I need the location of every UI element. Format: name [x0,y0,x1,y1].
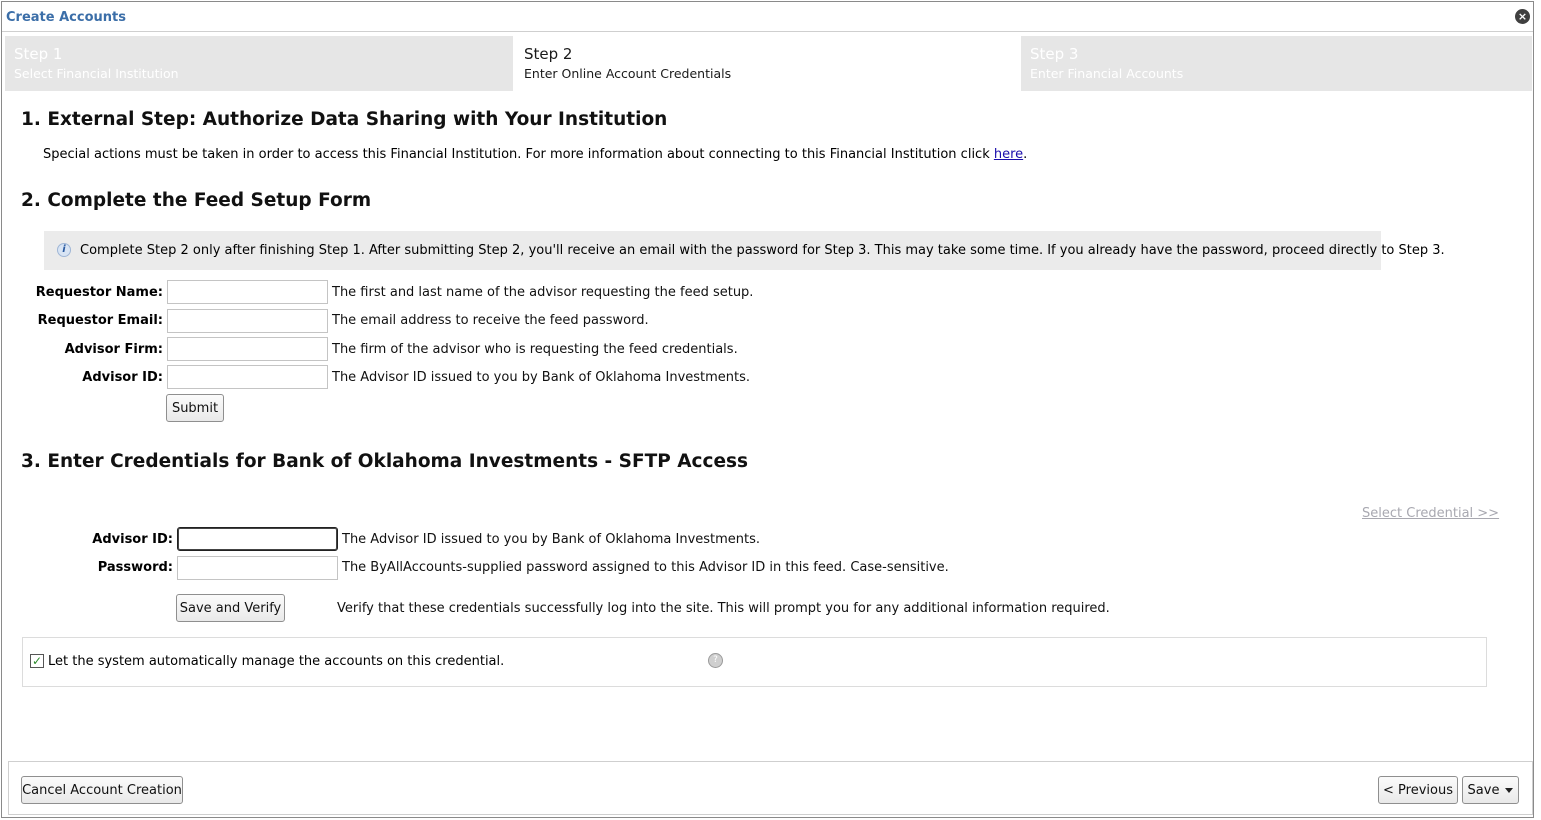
info-icon: i [57,243,71,257]
submit-button[interactable]: Submit [166,394,224,422]
auto-manage-label[interactable]: Let the system automatically manage the accounts on this credential. [48,654,505,669]
credential-advisor-id-hint: The Advisor ID issued to you by Bank of Oklahoma Investments. [342,532,761,547]
password-input[interactable] [177,556,338,580]
step-number: Step 1 [14,45,63,63]
credential-advisor-id-input[interactable] [177,527,338,551]
section-3-heading: 3. Enter Credentials for Bank of Oklahoma Investments - SFTP Access [21,451,749,472]
tab-step-1[interactable] [5,36,513,91]
requestor-email-input[interactable] [167,309,328,333]
tab-step-3[interactable] [1021,36,1532,91]
close-icon[interactable]: × [1515,9,1530,24]
section-1-heading: 1. External Step: Authorize Data Sharing with Your Institution [21,109,668,130]
requestor-email-hint: The email address to receive the feed password. [332,313,649,328]
save-and-verify-hint: Verify that these credentials successfully log into the site. This will prompt you for any additional information required. [337,601,1110,616]
info-notice-text: Complete Step 2 only after finishing Step 1. After submitting Step 2, you'll receive an email with the password for Step 3. This may take some time. If you already have the password, proceed directly to Step 3. [80,243,1445,258]
advisor-firm-label: Advisor Firm: [64,342,163,357]
advisor-firm-input[interactable] [167,337,328,361]
requestor-name-label: Requestor Name: [35,285,163,300]
previous-button[interactable]: < Previous [1378,776,1458,804]
save-button-label: Save [1467,782,1500,798]
advisor-firm-hint: The firm of the advisor who is requesting the feed credentials. [332,342,738,357]
advisor-id-label: Advisor ID: [82,370,163,385]
info-notice [44,231,1445,270]
dialog-footer [8,761,1533,815]
advisor-id-hint: The Advisor ID issued to you by Bank of Oklahoma Investments. [332,370,751,385]
password-hint: The ByAllAccounts-supplied password assigned to this Advisor ID in this feed. Case-sensitive. [342,560,949,575]
cancel-account-creation-button[interactable]: Cancel Account Creation [21,776,183,804]
step-label: Select Financial Institution [14,66,179,81]
dialog-titlebar [2,2,1533,32]
create-accounts-dialog [1,1,1534,818]
auto-manage-box [22,637,1487,687]
advisor-id-input[interactable] [167,365,328,389]
credential-advisor-id-label: Advisor ID: [92,532,173,547]
save-dropdown-button[interactable] [1462,776,1519,804]
wizard-steps [5,36,1532,91]
step-number: Step 3 [1030,45,1079,63]
section-2-heading: 2. Complete the Feed Setup Form [21,190,372,211]
help-icon[interactable]: ? [708,653,723,668]
dialog-title: Create Accounts [6,10,126,25]
requestor-email-label: Requestor Email: [37,313,163,328]
chevron-down-icon [1505,788,1513,793]
tab-step-2[interactable] [515,36,1019,91]
step-number: Step 2 [524,45,573,63]
step-label: Enter Financial Accounts [1030,66,1184,81]
more-info-link[interactable]: here [993,147,1024,162]
requestor-name-input[interactable] [167,280,328,304]
auto-manage-checkbox[interactable]: ✓ [31,654,43,668]
requestor-name-hint: The first and last name of the advisor requesting the feed setup. [332,285,754,300]
select-credential-link[interactable]: Select Credential >> [1362,506,1500,521]
password-label: Password: [97,560,173,575]
section-1-text: Special actions must be taken in order to access this Financial Institution. For more information about connecting to this Financial Institution click here. [43,147,1028,162]
save-and-verify-button[interactable]: Save and Verify [176,594,285,622]
step-label: Enter Online Account Credentials [524,66,732,81]
